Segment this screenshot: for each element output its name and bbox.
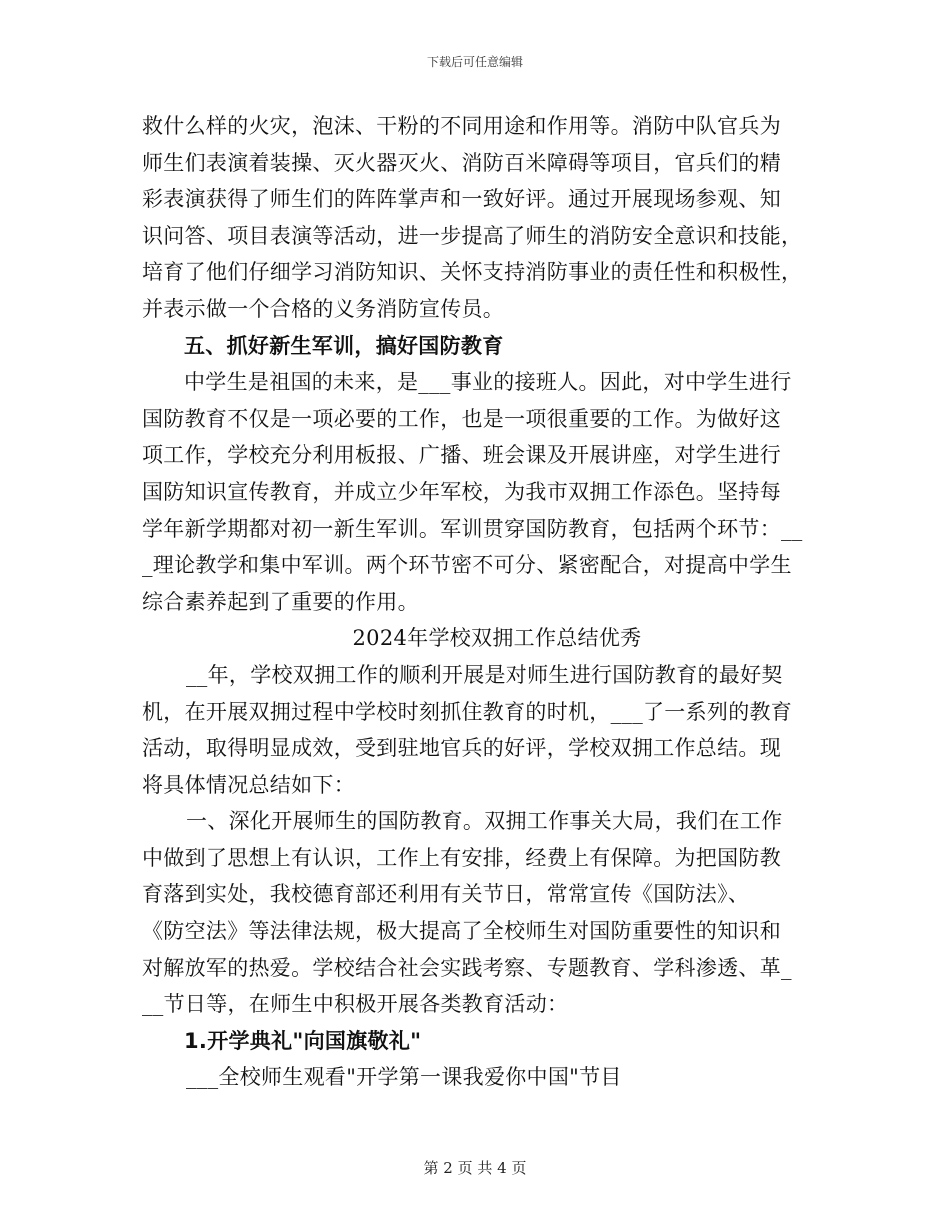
paragraph-line: _理论教学和集中军训。两个环节密不可分、紧密配合，对提高中学生 bbox=[142, 553, 792, 578]
paragraph-line: 识问答、项目表演等活动，进一步提高了师生的消防安全意识和技能， bbox=[142, 223, 803, 248]
paragraph-line: 彩表演获得了师生们的阵阵掌声和一致好评。通过开展现场参观、知 bbox=[142, 187, 781, 212]
paragraph-line: 《防空法》等法律法规，极大提高了全校师生对国防重要性的知识和 bbox=[142, 919, 781, 944]
paragraph-line: 救什么样的火灾，泡沫、干粉的不同用途和作用等。消防中队官兵为 bbox=[142, 114, 781, 138]
paragraph-line: 师生们表演着装操、灭火器灭火、消防百米障碍等项目，官兵们的精 bbox=[142, 150, 781, 175]
paragraph-line: 项工作，学校充分利用板报、广播、班会课及开展讲座，对学生进行 bbox=[142, 443, 781, 468]
paragraph-line: 并表示做一个合格的义务消防宣传员。 bbox=[142, 296, 505, 321]
paragraph-line: 育落到实处，我校德育部还利用有关节日，常常宣传《国防法》、 bbox=[142, 882, 750, 907]
page-header: 下载后可任意编辑 bbox=[426, 55, 523, 69]
document-title: 2024年学校双拥工作总结优秀 bbox=[352, 626, 642, 651]
section-heading: 五、抓好新生军训，搞好国防教育 bbox=[184, 333, 504, 358]
paragraph-line: __年，学校双拥工作的顺利开展是对师生进行国防教育的最好契 bbox=[186, 662, 783, 687]
paragraph-line: 中学生是祖国的未来，是___事业的接班人。因此，对中学生进行 bbox=[184, 370, 792, 395]
paragraph-line: 培育了他们仔细学习消防知识、关怀支持消防事业的责任性和积极性， bbox=[142, 260, 803, 285]
paragraph-line: 一、深化开展师生的国防教育。双拥工作事关大局，我们在工作 bbox=[186, 809, 783, 834]
paragraph-line: ___全校师生观看"开学第一课我爱你中国"节目 bbox=[186, 1065, 622, 1090]
paragraph-line: 国防知识宣传教育，并成立少年军校，为我市双拥工作添色。坚持每 bbox=[142, 479, 781, 504]
paragraph-line: 综合素养起到了重要的作用。 bbox=[142, 589, 419, 614]
page-footer: 第 2 页 共 4 页 bbox=[423, 1159, 527, 1177]
paragraph-line: 机，在开展双拥过程中学校时刻抓住教育的时机，___了一系列的教育 bbox=[142, 699, 793, 724]
paragraph-line: __节日等，在师生中积极开展各类教育活动： bbox=[142, 992, 569, 1017]
paragraph-line: 中做到了思想上有认识，工作上有安排，经费上有保障。为把国防教 bbox=[142, 845, 781, 870]
paragraph-line: 国防教育不仅是一项必要的工作，也是一项很重要的工作。为做好这 bbox=[142, 406, 781, 431]
paragraph-line: 将具体情况总结如下： bbox=[142, 772, 355, 797]
document-body bbox=[142, 108, 802, 1096]
paragraph-line: 活动，取得明显成效，受到驻地官兵的好评，学校双拥工作总结。现 bbox=[142, 736, 781, 761]
paragraph-line: 学年新学期都对初一新生军训。军训贯穿国防教育，包括两个环节：__ bbox=[142, 516, 803, 541]
paragraph-line: 对解放军的热爱。学校结合社会实践考察、专题教育、学科渗透、革_ bbox=[142, 955, 792, 980]
subsection-heading: 1.开学典礼"向国旗敬礼" bbox=[184, 1028, 422, 1053]
